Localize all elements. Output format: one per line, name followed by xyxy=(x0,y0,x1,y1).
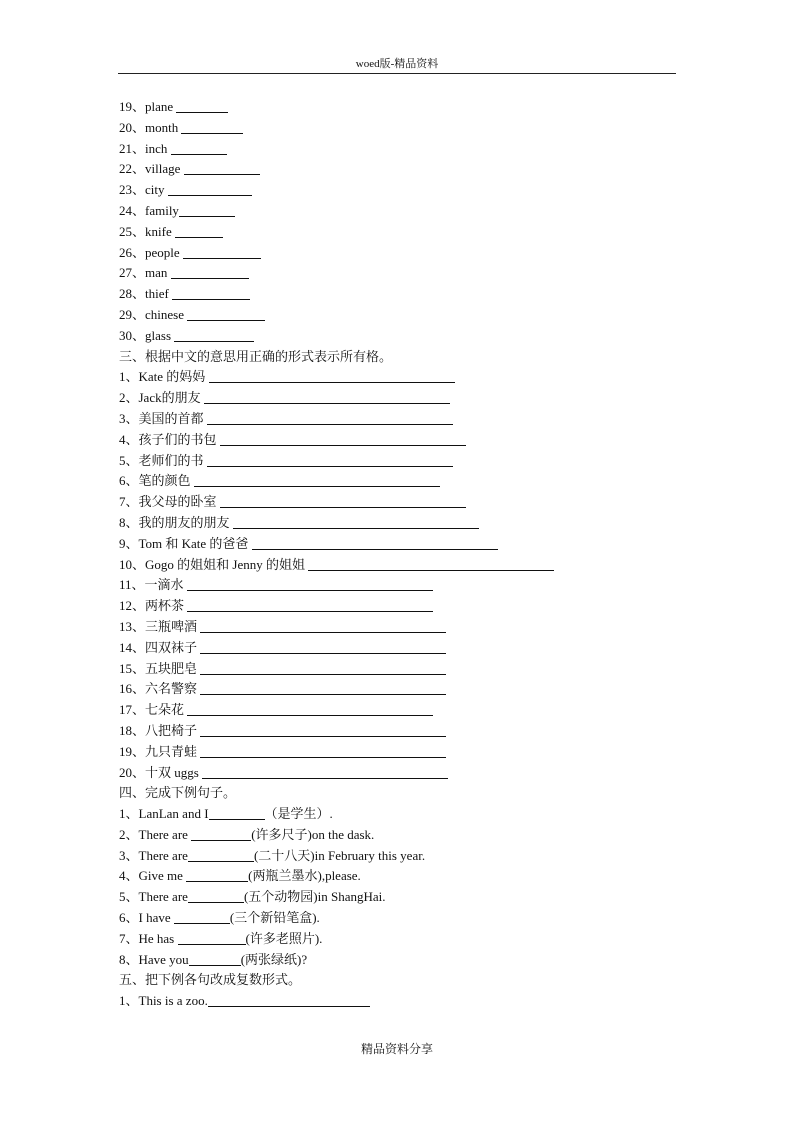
exercise-line xyxy=(119,243,679,264)
exercise-line xyxy=(119,929,679,950)
line-text: 7、我父母的卧室 xyxy=(119,494,220,510)
line-text: 18、八把椅子 xyxy=(119,722,201,738)
answer-blank[interactable] xyxy=(187,701,433,716)
header-divider xyxy=(118,73,676,74)
line-suffix: （是学生）. xyxy=(264,806,333,822)
exercise-line xyxy=(119,555,679,576)
exercise-line xyxy=(119,180,679,201)
line-text: 1、LanLan and I xyxy=(119,806,209,822)
answer-blank[interactable] xyxy=(187,306,265,321)
answer-blank[interactable] xyxy=(186,867,248,882)
line-text: 四、完成下例句子。 xyxy=(119,785,237,801)
line-suffix: (三个新铅笔盒). xyxy=(229,910,320,926)
line-text: 21、inch xyxy=(119,140,171,156)
answer-blank[interactable] xyxy=(191,826,251,841)
line-suffix: (五个动物园)in ShangHai. xyxy=(243,889,386,905)
answer-blank[interactable] xyxy=(200,639,446,654)
exercise-line xyxy=(119,305,679,326)
exercise-line xyxy=(119,721,679,742)
answer-blank[interactable] xyxy=(184,160,260,175)
exercise-line xyxy=(119,575,679,596)
line-text: 14、四双袜子 xyxy=(119,639,201,655)
line-text: 20、month xyxy=(119,119,182,135)
answer-blank[interactable] xyxy=(200,722,446,737)
exercise-line xyxy=(119,513,679,534)
line-text: 三、根据中文的意思用正确的形式表示所有格。 xyxy=(119,348,393,364)
answer-blank[interactable] xyxy=(172,285,250,300)
line-text: 9、Tom 和 Kate 的爸爸 xyxy=(119,535,252,551)
answer-blank[interactable] xyxy=(204,389,450,404)
line-text: 12、两杯茶 xyxy=(119,598,188,614)
exercise-line xyxy=(119,742,679,763)
line-text: 24、family xyxy=(119,202,179,218)
answer-blank[interactable] xyxy=(207,452,453,467)
answer-blank[interactable] xyxy=(174,909,230,924)
answer-blank[interactable] xyxy=(200,618,446,633)
line-text: 25、knife xyxy=(119,223,175,239)
exercise-line xyxy=(119,409,679,430)
exercise-line xyxy=(119,617,679,638)
answer-blank[interactable] xyxy=(176,98,228,113)
exercise-line xyxy=(119,159,679,180)
exercise-line xyxy=(119,866,679,887)
answer-blank[interactable] xyxy=(188,888,244,903)
line-text: 2、There are xyxy=(119,826,192,842)
exercise-line xyxy=(119,950,679,971)
line-text: 11、一滴水 xyxy=(119,577,187,593)
answer-blank[interactable] xyxy=(189,951,241,966)
line-text: 3、美国的首都 xyxy=(119,410,207,426)
line-text: 5、老师们的书 xyxy=(119,452,207,468)
line-text: 27、man xyxy=(119,265,171,281)
answer-blank[interactable] xyxy=(200,680,446,695)
line-text: 4、Give me xyxy=(119,868,187,884)
answer-blank[interactable] xyxy=(175,223,223,238)
answer-blank[interactable] xyxy=(171,140,227,155)
answer-blank[interactable] xyxy=(200,660,446,675)
exercise-line xyxy=(119,991,679,1012)
answer-blank[interactable] xyxy=(209,805,265,820)
answer-blank[interactable] xyxy=(208,992,370,1007)
answer-blank[interactable] xyxy=(200,743,446,758)
exercise-line xyxy=(119,222,679,243)
answer-blank[interactable] xyxy=(174,327,254,342)
exercise-line xyxy=(119,451,679,472)
line-text: 3、There are xyxy=(119,847,188,863)
worksheet-body xyxy=(119,97,679,1012)
answer-blank[interactable] xyxy=(207,410,453,425)
line-text: 6、I have xyxy=(119,910,174,926)
section-heading xyxy=(119,970,679,991)
answer-blank[interactable] xyxy=(202,764,448,779)
line-text: 29、chinese xyxy=(119,306,188,322)
line-text: 23、city xyxy=(119,182,168,198)
exercise-line xyxy=(119,367,679,388)
answer-blank[interactable] xyxy=(179,202,235,217)
line-text: 16、六名警察 xyxy=(119,681,201,697)
line-text: 19、九只青蛙 xyxy=(119,743,201,759)
page-header: woed版-精品资料 xyxy=(355,58,439,70)
line-text: 22、village xyxy=(119,161,184,177)
line-text: 6、笔的颜色 xyxy=(119,473,194,489)
exercise-line xyxy=(119,326,679,347)
exercise-line xyxy=(119,804,679,825)
line-text: 五、把下例各句改成复数形式。 xyxy=(119,972,302,988)
line-suffix: (许多尺子)on the dask. xyxy=(251,826,375,842)
line-text: 8、我的朋友的朋友 xyxy=(119,514,233,530)
answer-blank[interactable] xyxy=(233,514,479,529)
answer-blank[interactable] xyxy=(308,556,554,571)
section-heading xyxy=(119,783,679,804)
exercise-line xyxy=(119,846,679,867)
answer-blank[interactable] xyxy=(183,244,261,259)
exercise-line xyxy=(119,659,679,680)
answer-blank[interactable] xyxy=(171,264,249,279)
exercise-line xyxy=(119,263,679,284)
exercise-line xyxy=(119,596,679,617)
exercise-line xyxy=(119,679,679,700)
exercise-line xyxy=(119,825,679,846)
line-text: 20、十双 uggs xyxy=(119,764,203,780)
exercise-line xyxy=(119,638,679,659)
answer-blank[interactable] xyxy=(181,119,243,134)
exercise-line xyxy=(119,97,679,118)
exercise-line xyxy=(119,118,679,139)
line-text: 10、Gogo 的姐姐和 Jenny 的姐姐 xyxy=(119,556,309,572)
line-text: 2、Jack的朋友 xyxy=(119,390,204,406)
line-text: 28、thief xyxy=(119,286,173,302)
line-text: 15、五块肥皂 xyxy=(119,660,201,676)
answer-blank[interactable] xyxy=(168,181,252,196)
line-text: 19、plane xyxy=(119,99,177,114)
exercise-line xyxy=(119,471,679,492)
line-text: 26、people xyxy=(119,244,183,260)
line-text: 1、Kate 的妈妈 xyxy=(119,369,209,385)
exercise-line xyxy=(119,139,679,160)
line-suffix: (许多老照片). xyxy=(245,930,323,946)
page-footer: 精品资料分享 xyxy=(360,1042,433,1056)
exercise-line xyxy=(119,201,679,222)
answer-blank[interactable] xyxy=(220,431,466,446)
line-text: 5、There are xyxy=(119,889,188,905)
answer-blank[interactable] xyxy=(252,535,498,550)
line-text: 7、He has xyxy=(119,930,178,946)
exercise-line xyxy=(119,700,679,721)
exercise-line xyxy=(119,284,679,305)
answer-blank[interactable] xyxy=(194,472,440,487)
exercise-line xyxy=(119,534,679,555)
answer-blank[interactable] xyxy=(178,930,246,945)
line-text: 30、glass xyxy=(119,327,175,343)
answer-blank[interactable] xyxy=(188,847,254,862)
answer-blank[interactable] xyxy=(187,576,433,591)
exercise-line xyxy=(119,388,679,409)
exercise-line xyxy=(119,763,679,784)
section-heading xyxy=(119,347,679,368)
line-text: 8、Have you xyxy=(119,951,189,967)
exercise-line xyxy=(119,887,679,908)
answer-blank[interactable] xyxy=(187,597,433,612)
answer-blank[interactable] xyxy=(220,493,466,508)
line-text: 17、七朵花 xyxy=(119,702,188,718)
line-text: 4、孩子们的书包 xyxy=(119,431,220,447)
line-text: 13、三瓶啤酒 xyxy=(119,618,201,634)
line-suffix: (二十八天)in February this year. xyxy=(253,847,426,863)
answer-blank[interactable] xyxy=(209,368,455,383)
line-suffix: (两张绿纸)? xyxy=(240,951,308,967)
line-text: 1、This is a zoo. xyxy=(119,993,208,1009)
exercise-line xyxy=(119,492,679,513)
line-suffix: (两瓶兰墨水),please. xyxy=(248,868,361,884)
exercise-line xyxy=(119,908,679,929)
exercise-line xyxy=(119,430,679,451)
